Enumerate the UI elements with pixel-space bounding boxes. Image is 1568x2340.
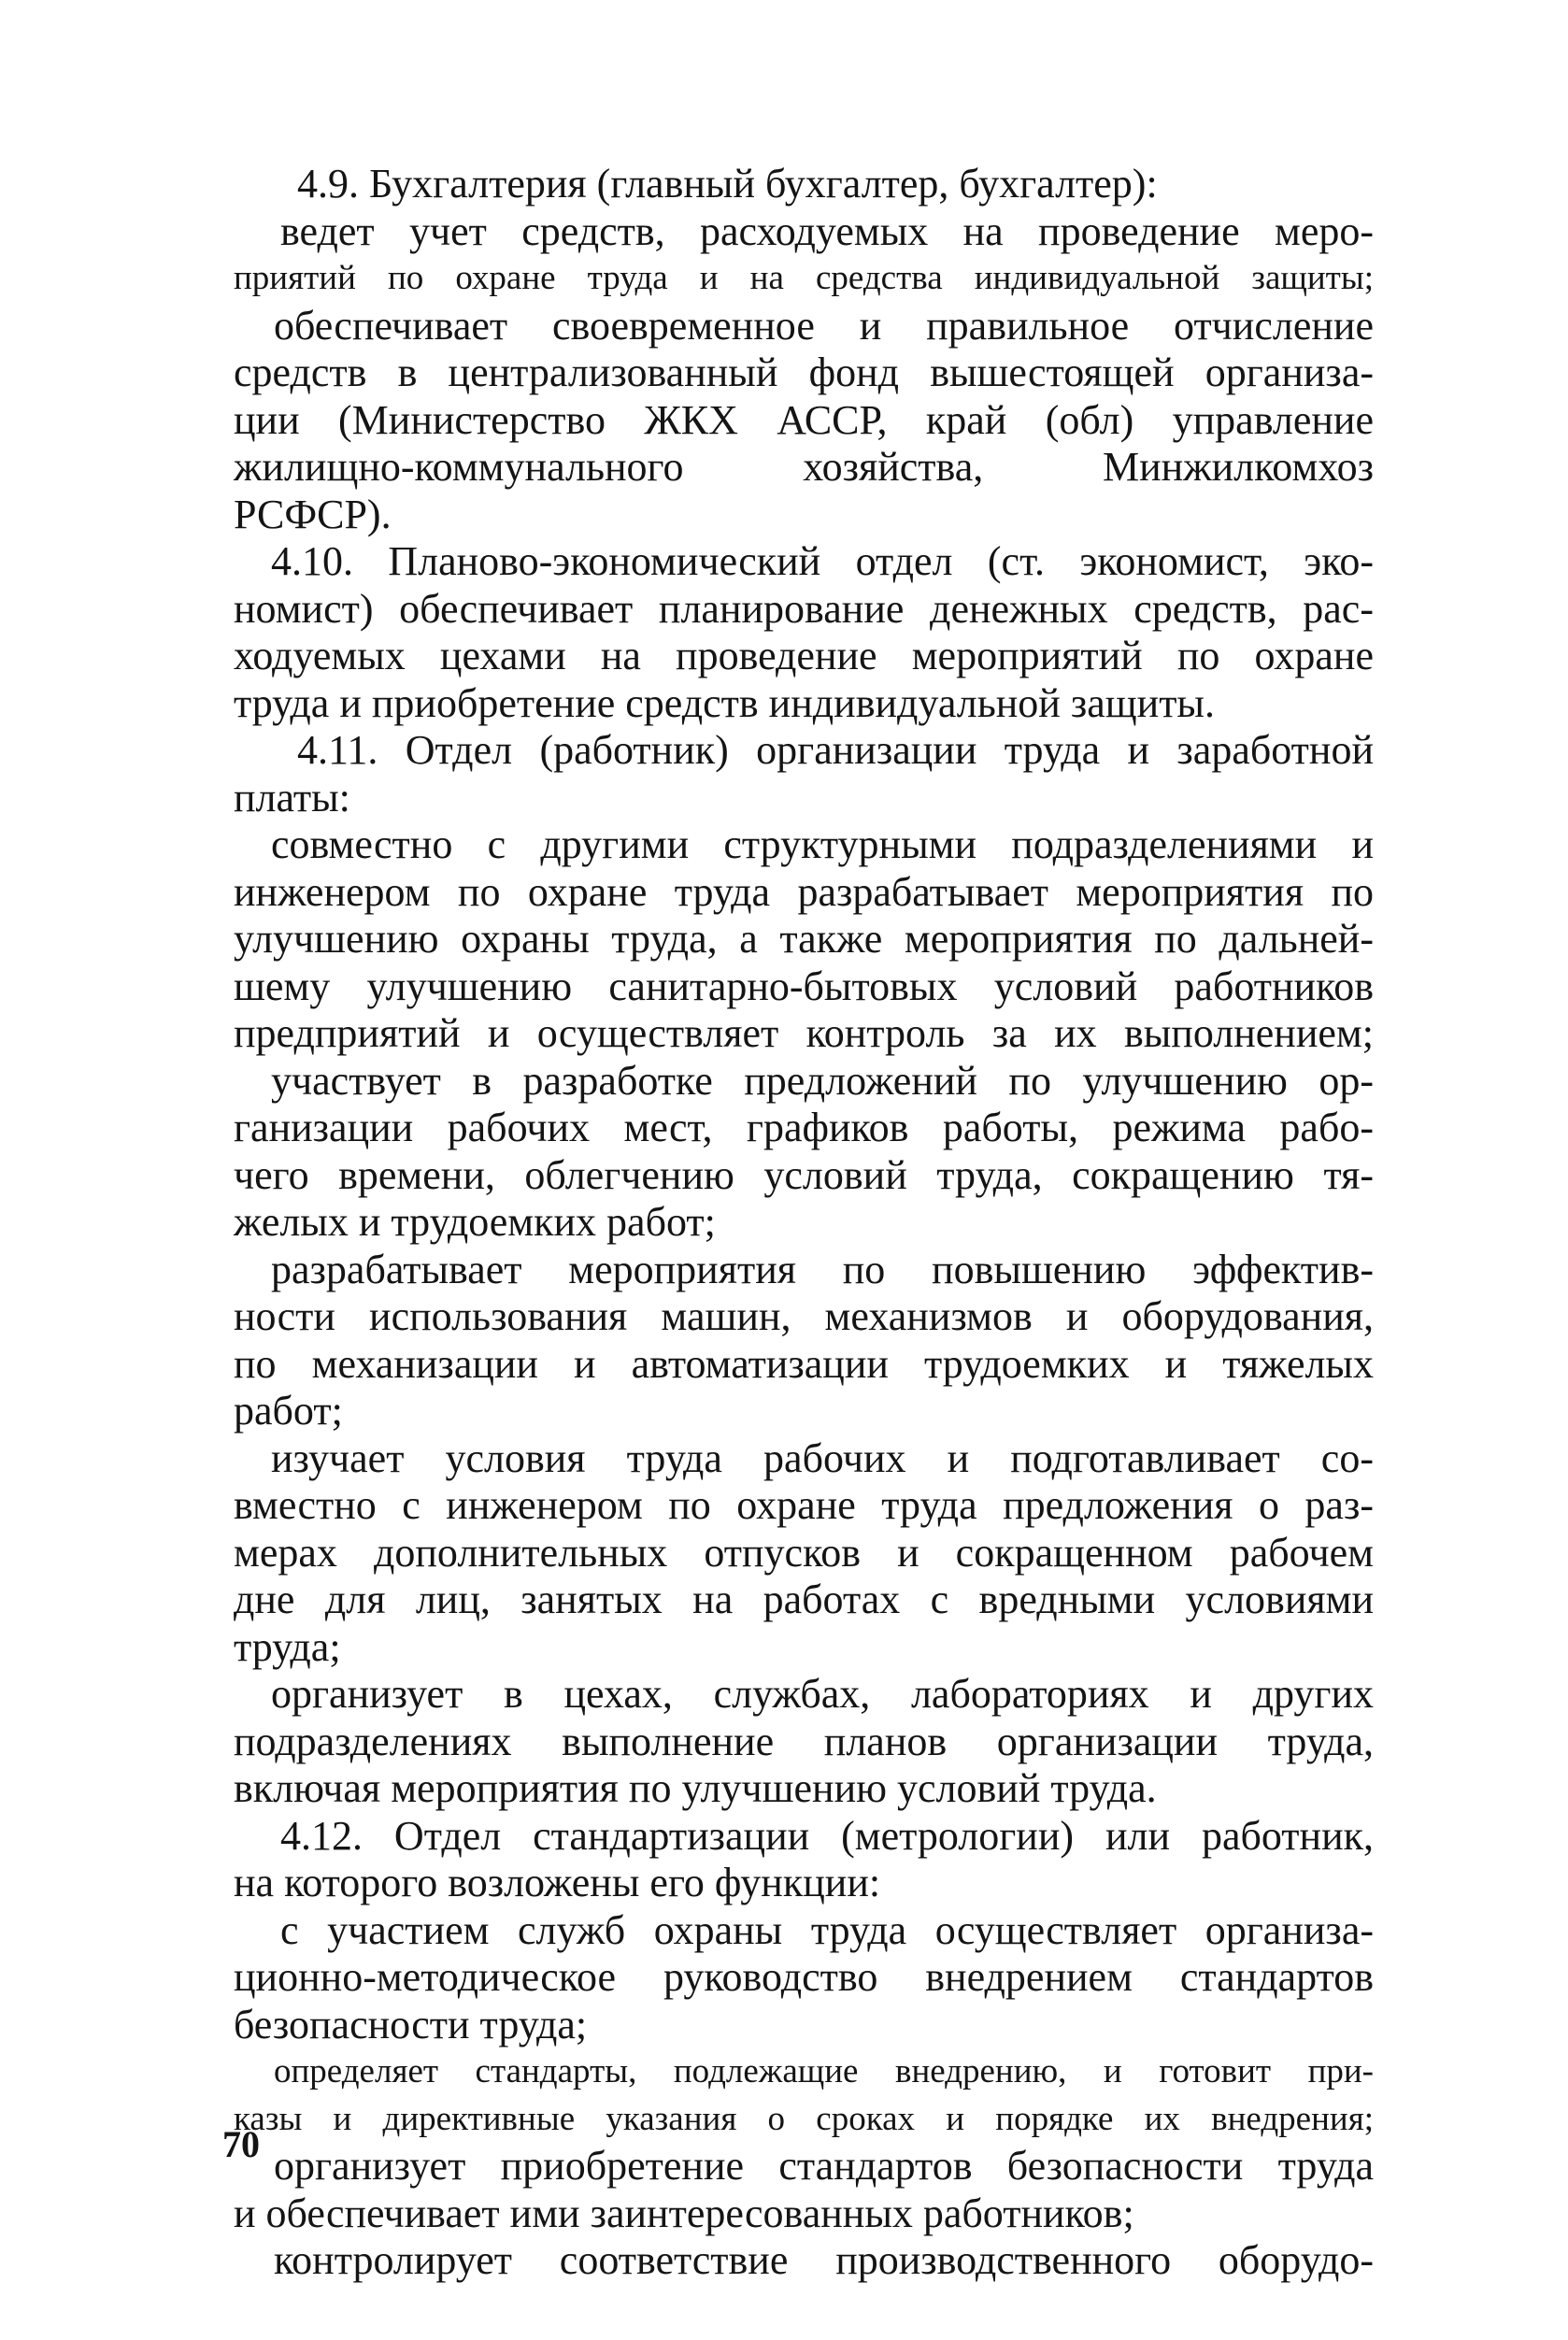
text-line: организует приобретение стандартов безопасности труда xyxy=(274,2143,1374,2189)
page-number: 70 xyxy=(222,2123,260,2165)
text-line: труда; xyxy=(234,1623,341,1670)
section-4-10-heading: 4.10. Планово-экономический отдел (ст. экономист, эко- xyxy=(271,538,1374,584)
text-line: по механизации и автоматизации трудоемких и тяжелых xyxy=(234,1340,1374,1387)
section-4-12-heading: 4.12. Отдел стандартизации (метрологии) или работник, xyxy=(280,1812,1374,1859)
section-4-11-heading: 4.11. Отдел (работник) организации труда и заработной xyxy=(297,727,1374,773)
text-line: определяет стандарты, подлежащие внедрению, и готовит при- xyxy=(274,2052,1374,2090)
text-line: предприятий и осуществляет контроль за их выполнением; xyxy=(234,1010,1374,1056)
text-line: работ; xyxy=(234,1388,343,1434)
text-line: ганизации рабочих мест, графиков работы, режима рабо- xyxy=(234,1105,1374,1150)
text-line: чего времени, облегчению условий труда, сокращению тя- xyxy=(234,1151,1374,1198)
text-line: безопасности труда; xyxy=(234,2001,588,2048)
text-line: номист) обеспечивает планирование денежных средств, рас- xyxy=(234,585,1374,632)
text-line: ции (Министерство ЖКХ АССР, край (обл) управление xyxy=(234,396,1374,443)
text-line: на которого возложены его функции: xyxy=(234,1860,881,1905)
text-line: организует в цехах, службах, лабораториях и других xyxy=(271,1671,1374,1717)
text-line: приятий по охране труда и на средства индивидуальной защиты; xyxy=(234,259,1374,297)
text-line: инженером по охране труда разрабатывает мероприятия по xyxy=(234,868,1374,915)
text-line: включая мероприятия по улучшению условий труда. xyxy=(234,1765,1157,1811)
text-line: ционно-методическое руководство внедрением стандартов xyxy=(234,1954,1374,2000)
text-line: ведет учет средств, расходуемых на проведение меро- xyxy=(280,207,1374,254)
text-line: контролирует соответствие производственного оборудо- xyxy=(274,2237,1374,2283)
text-line: ности использования машин, механизмов и оборудования, xyxy=(234,1293,1374,1339)
text-line: жилищно-коммунального хозяйства, Минжилкомхоз xyxy=(234,444,1374,490)
text-line: вместно с инженером по охране труда предложения о раз- xyxy=(234,1482,1374,1528)
text-line: средств в централизованный фонд вышестоящей организа- xyxy=(234,350,1374,395)
text-line: разрабатывает мероприятия по повышению эффектив- xyxy=(271,1246,1374,1292)
text-line: мерах дополнительных отпусков и сокращенном рабочем xyxy=(234,1529,1374,1576)
text-line: подразделениях выполнение планов организации труда, xyxy=(234,1718,1374,1764)
text-line: улучшению охраны труда, а также мероприятия по дальней- xyxy=(234,916,1374,962)
text-line: платы: xyxy=(234,774,350,820)
body-text xyxy=(234,161,1374,2285)
text-line: обеспечивает своевременное и правильное отчисление xyxy=(274,302,1374,349)
text-line: участвует в разработке предложений по улучшению ор- xyxy=(271,1057,1374,1104)
text-line: и обеспечивает ими заинтересованных работников; xyxy=(234,2190,1134,2236)
text-line: шему улучшению санитарно-бытовых условий работников xyxy=(234,963,1374,1009)
text-line: РСФСР). xyxy=(234,491,392,537)
text-line: казы и директивные указания о сроках и порядке их внедрения; xyxy=(234,2099,1374,2138)
text-line: труда и приобретение средств индивидуальной защиты. xyxy=(234,679,1215,726)
text-line: желых и трудоемких работ; xyxy=(234,1199,716,1245)
text-line: изучает условия труда рабочих и подготавливает со- xyxy=(271,1434,1374,1481)
text-line: совместно с другими структурными подразделениями и xyxy=(271,821,1374,867)
text-line: ходуемых цехами на проведение мероприятий по охране xyxy=(234,633,1374,678)
section-4-9-heading: 4.9. Бухгалтерия (главный бухгалтер, бухгалтер): xyxy=(297,161,1158,207)
text-line: с участием служб охраны труда осуществляет организа- xyxy=(280,1906,1374,1953)
text-line: дне для лиц, занятых на работах с вредными условиями xyxy=(234,1577,1374,1622)
